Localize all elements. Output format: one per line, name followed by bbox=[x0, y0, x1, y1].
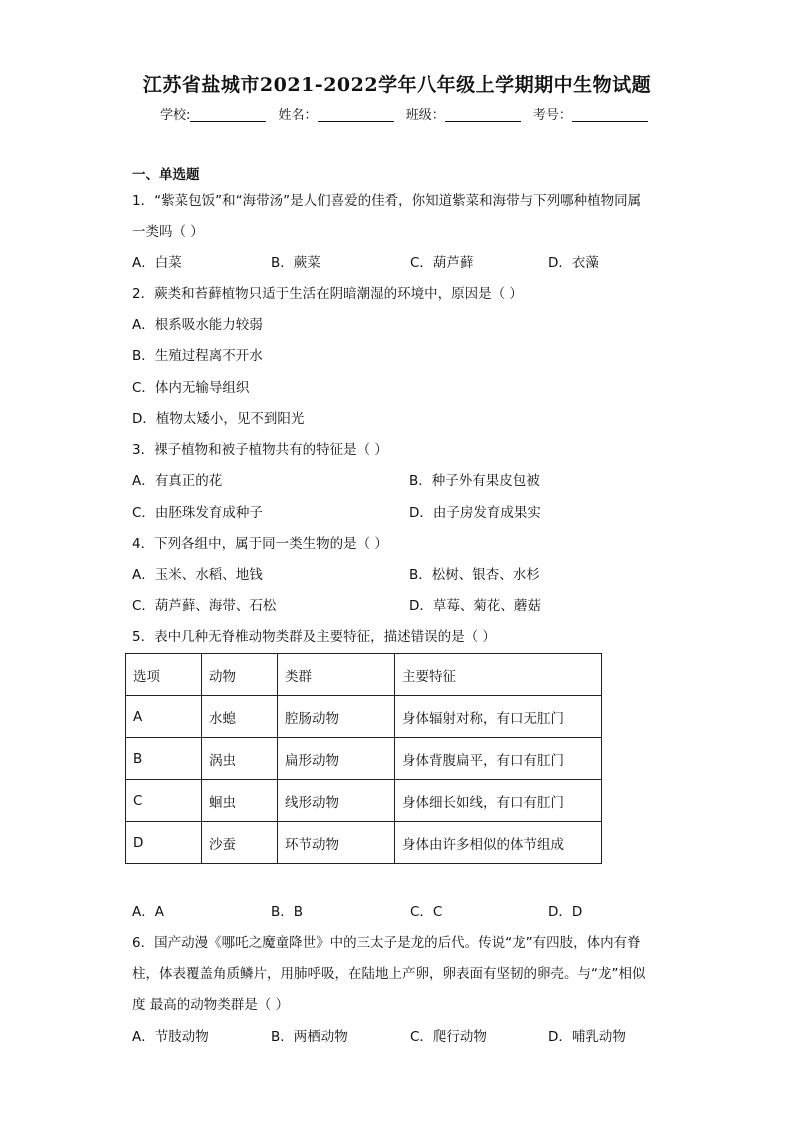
school-blank[interactable] bbox=[190, 107, 266, 122]
student-info-line bbox=[160, 104, 654, 123]
name-blank[interactable] bbox=[318, 107, 394, 122]
q1-stem-line2: 一类吗（ ） bbox=[132, 224, 204, 240]
q5-option-b[interactable]: B．B bbox=[271, 904, 304, 920]
q6-stem-line2: 柱，体表覆盖角质鳞片，用肺呼吸，在陆地上产卵，卵表面有坚韧的卵壳。与“龙”相似 bbox=[132, 966, 646, 982]
table-cell: 线形动物 bbox=[278, 780, 395, 822]
table-cell: 身体背腹扁平，有口有肛门 bbox=[395, 738, 602, 780]
q5-stem: 5．表中几种无脊椎动物类群及主要特征，描述错误的是（ ） bbox=[132, 629, 496, 645]
table-header-row bbox=[126, 654, 602, 696]
q5-option-d[interactable]: D．D bbox=[548, 904, 583, 920]
class-label: 班级： bbox=[405, 108, 445, 123]
q1-option-c[interactable]: C．葫芦藓 bbox=[410, 255, 474, 271]
section-heading: 一、单选题 bbox=[132, 167, 200, 183]
q4-option-a[interactable]: A．玉米、水稻、地钱 bbox=[132, 567, 263, 583]
q4-option-c[interactable]: C．葫芦藓、海带、石松 bbox=[132, 598, 277, 614]
table-header-cell: 主要特征 bbox=[395, 654, 602, 696]
table-cell: 身体由许多相似的体节组成 bbox=[395, 822, 602, 864]
q5-option-c[interactable]: C．C bbox=[410, 904, 443, 920]
q2-option-d[interactable]: D．植物太矮小，见不到阳光 bbox=[132, 411, 305, 427]
table-cell: 蛔虫 bbox=[202, 780, 278, 822]
table-row bbox=[126, 822, 602, 864]
q3-option-a[interactable]: A．有真正的花 bbox=[132, 473, 223, 489]
q1-option-a[interactable]: A．白菜 bbox=[132, 255, 182, 271]
q6-option-c[interactable]: C．爬行动物 bbox=[410, 1029, 487, 1045]
q2-stem: 2．蕨类和苔藓植物只适于生活在阴暗潮湿的环境中，原因是（ ） bbox=[132, 286, 523, 302]
table-cell: B bbox=[126, 738, 202, 780]
q4-option-b[interactable]: B．松树、银杏、水杉 bbox=[409, 567, 540, 583]
table-header-cell: 类群 bbox=[278, 654, 395, 696]
q2-option-c[interactable]: C．体内无输导组织 bbox=[132, 380, 250, 396]
table-row bbox=[126, 780, 602, 822]
q1-option-b[interactable]: B．蕨菜 bbox=[271, 255, 321, 271]
q3-option-d[interactable]: D．由子房发育成果实 bbox=[409, 505, 541, 521]
table-cell: 身体辐射对称，有口无肛门 bbox=[395, 696, 602, 738]
q3-stem: 3．裸子植物和被子植物共有的特征是（ ） bbox=[132, 442, 388, 458]
q2-option-a[interactable]: A．根系吸水能力较弱 bbox=[132, 317, 263, 333]
table-cell: 涡虫 bbox=[202, 738, 278, 780]
q6-stem-line1: 6．国产动漫《哪吒之魔童降世》中的三太子是龙的后代。传说“龙”有四肢，体内有脊 bbox=[132, 935, 641, 951]
table-cell: 沙蚕 bbox=[202, 822, 278, 864]
table-cell: A bbox=[126, 696, 202, 738]
q6-option-a[interactable]: A．节肢动物 bbox=[132, 1029, 209, 1045]
table-cell: 环节动物 bbox=[278, 822, 395, 864]
q5-table bbox=[125, 653, 602, 864]
table-cell: 腔肠动物 bbox=[278, 696, 395, 738]
table-row bbox=[126, 696, 602, 738]
id-label: 考号： bbox=[532, 108, 572, 123]
table-header-cell: 动物 bbox=[202, 654, 278, 696]
page-title: 江苏省盐城市2021-2022学年八年级上学期期中生物试题 bbox=[142, 74, 652, 96]
table-cell: 身体细长如线，有口有肛门 bbox=[395, 780, 602, 822]
q1-stem-line1: 1．“紫菜包饭”和“海带汤”是人们喜爱的佳肴，你知道紫菜和海带与下列哪种植物同属 bbox=[132, 193, 642, 209]
q4-option-d[interactable]: D．草莓、菊花、蘑菇 bbox=[409, 598, 541, 614]
name-label: 姓名： bbox=[278, 108, 318, 123]
q6-option-b[interactable]: B．两栖动物 bbox=[271, 1029, 348, 1045]
q4-stem: 4．下列各组中，属于同一类生物的是（ ） bbox=[132, 536, 388, 552]
school-label: 学校: bbox=[160, 108, 191, 123]
table-cell: C bbox=[126, 780, 202, 822]
table-cell: 水螅 bbox=[202, 696, 278, 738]
q3-option-c[interactable]: C．由胚珠发育成种子 bbox=[132, 505, 263, 521]
class-blank[interactable] bbox=[445, 107, 521, 122]
q5-option-a[interactable]: A．A bbox=[132, 904, 164, 920]
q3-option-b[interactable]: B．种子外有果皮包被 bbox=[409, 473, 540, 489]
q2-option-b[interactable]: B．生殖过程离不开水 bbox=[132, 348, 263, 364]
q1-option-d[interactable]: D．衣藻 bbox=[548, 255, 599, 271]
table-cell: D bbox=[126, 822, 202, 864]
q6-stem-line3: 度 最高的动物类群是（ ） bbox=[132, 997, 290, 1013]
table-cell: 扁形动物 bbox=[278, 738, 395, 780]
table-row bbox=[126, 738, 602, 780]
q6-option-d[interactable]: D．哺乳动物 bbox=[548, 1029, 626, 1045]
id-blank[interactable] bbox=[572, 107, 648, 122]
table-header-cell: 选项 bbox=[126, 654, 202, 696]
